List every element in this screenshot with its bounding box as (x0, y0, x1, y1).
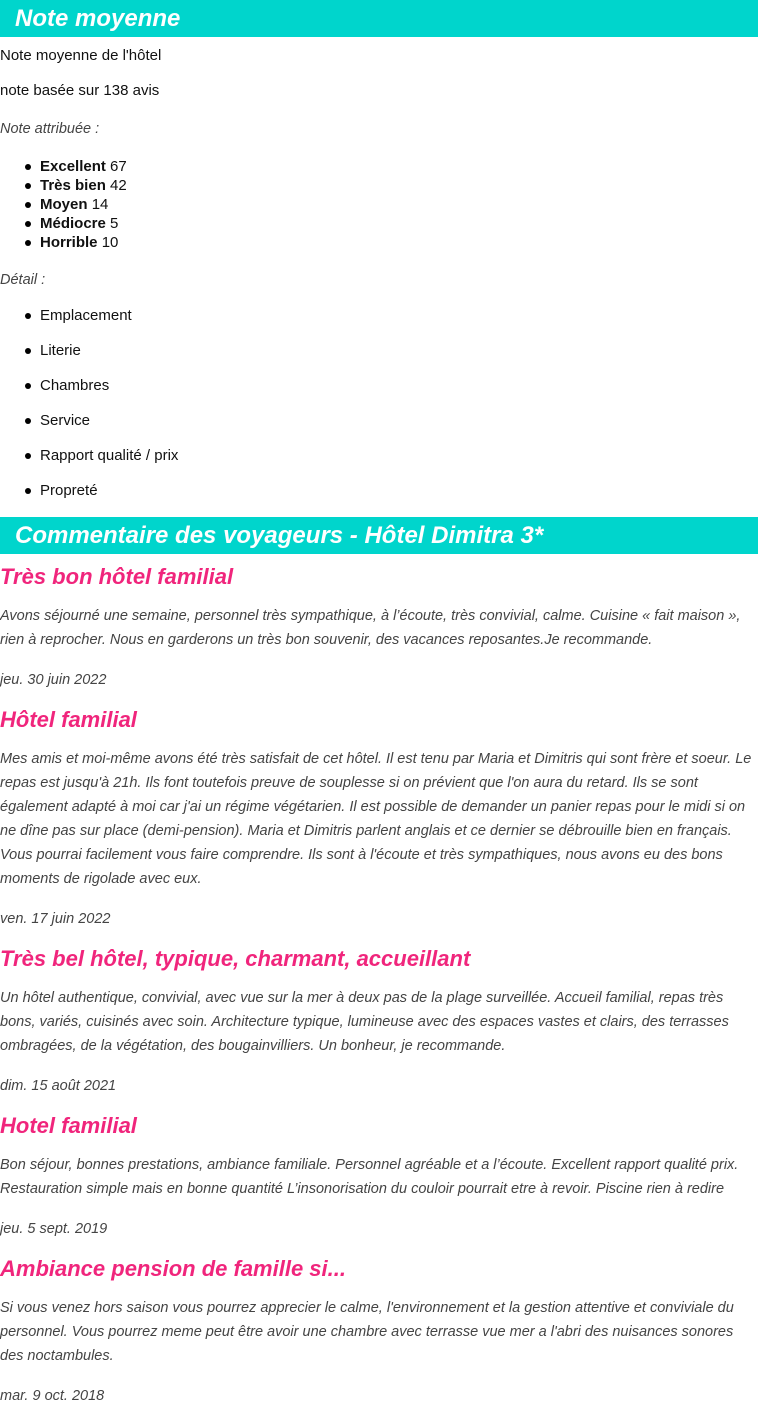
rating-item-label: Horrible (40, 234, 98, 251)
review-body: Bon séjour, bonnes prestations, ambiance familiale. Personnel agréable et a l’écoute. Excellent rapport qualité prix. Restauration simple mais en bonne quantité L’insonorisation du couloir pourrait etre à revoir. Piscine rien à redire (0, 1157, 739, 1197)
review-date: dim. 15 août 2021 (0, 1078, 117, 1094)
review-body: Un hôtel authentique, convivial, avec vue sur la mer à deux pas de la plage surveillée. Accueil familial, repas très bons, variés, cuisinés avec soin. Architecture typique, lumineuse avec des espaces vastes et clairs, des terrasses ombragées, de la végétation, des bougainvilliers. Un bonheur, je recommande. (0, 990, 729, 1054)
review-body: Avons séjourné une semaine, personnel très sympathique, à l’écoute, très convivial, calme. Cuisine « fait maison », rien à reprocher. Nous en garderons un très bon souvenir, des vacances reposantes.Je recommande. (0, 608, 741, 648)
assigned-rating-label: Note attribuée : (0, 121, 100, 137)
review-card (0, 1254, 758, 1408)
rating-item (40, 214, 758, 233)
rating-breakdown-list (0, 157, 758, 252)
rating-item-count: 10 (101, 234, 119, 251)
review-card (0, 562, 758, 692)
review-card (0, 1111, 758, 1241)
review-date: mar. 9 oct. 2018 (0, 1388, 105, 1404)
review-date: jeu. 30 juin 2022 (0, 672, 107, 688)
rating-item-label: Médiocre (40, 215, 106, 232)
review-title: Ambiance pension de famille si... (0, 1256, 346, 1281)
detail-label: Détail : (0, 272, 46, 288)
review-card (0, 705, 758, 931)
rating-item-count: 5 (110, 215, 119, 232)
detail-list (0, 306, 758, 501)
rating-item (40, 233, 758, 252)
reviews-section-header: Commentaire des voyageurs - Hôtel Dimitra 3* (0, 517, 758, 554)
rating-item-count: 42 (110, 177, 127, 194)
review-title: Hôtel familial (0, 707, 137, 732)
rating-item-count: 67 (110, 158, 127, 175)
rating-item (40, 157, 758, 176)
rating-item (40, 195, 758, 214)
reviews-section (0, 517, 758, 1408)
rating-section (0, 0, 758, 501)
detail-item: Chambres (40, 376, 758, 396)
review-body: Mes amis et moi-même avons été très satisfait de cet hôtel. Il est tenu par Maria et Dimitris qui sont frère et soeur. Le repas est jusqu'à 21h. Ils font toutefois preuve de souplesse si on prévient que l'on aura du retard. Ils se sont également adapté à moi car j'ai un régime végétarien. Il est possible de demander un panier repas pour le midi si on ne dîne pas sur place (demi-pension). Maria et Dimitris parlent anglais et ce dernier se débrouille bien en français. Vous pourrai facilement vous faire comprendre. Ils sont à l'écoute et très sympathiques, nous avons eu des bons moments de rigolade avec eux. (0, 751, 752, 887)
rating-item-label: Moyen (40, 196, 88, 213)
rating-item (40, 176, 758, 195)
detail-item: Literie (40, 341, 758, 361)
review-count-text: note basée sur 138 avis (0, 82, 160, 99)
rating-item-count: 14 (91, 196, 109, 213)
rating-item-label: Excellent (40, 158, 106, 175)
review-title: Très bel hôtel, typique, charmant, accueillant (0, 946, 471, 971)
review-body: Si vous venez hors saison vous pourrez apprecier le calme, l'environnement et la gestion attentive et conviviale du personnel. Vous pourrez meme peut être avoir une chambre avec terrasse vue mer a l'abri des nuisances sonores des noctambules. (0, 1300, 734, 1364)
review-title: Hotel familial (0, 1113, 137, 1138)
rating-section-header: Note moyenne (0, 0, 758, 37)
review-card (0, 944, 758, 1098)
detail-item: Emplacement (40, 306, 758, 326)
review-date: jeu. 5 sept. 2019 (0, 1221, 108, 1237)
review-title: Très bon hôtel familial (0, 564, 234, 589)
detail-item: Service (40, 411, 758, 431)
review-date: ven. 17 juin 2022 (0, 911, 111, 927)
rating-item-label: Très bien (40, 177, 106, 194)
detail-item: Rapport qualité / prix (40, 446, 758, 466)
detail-item: Propreté (40, 481, 758, 501)
hotel-average-label: Note moyenne de l'hôtel (0, 47, 162, 64)
